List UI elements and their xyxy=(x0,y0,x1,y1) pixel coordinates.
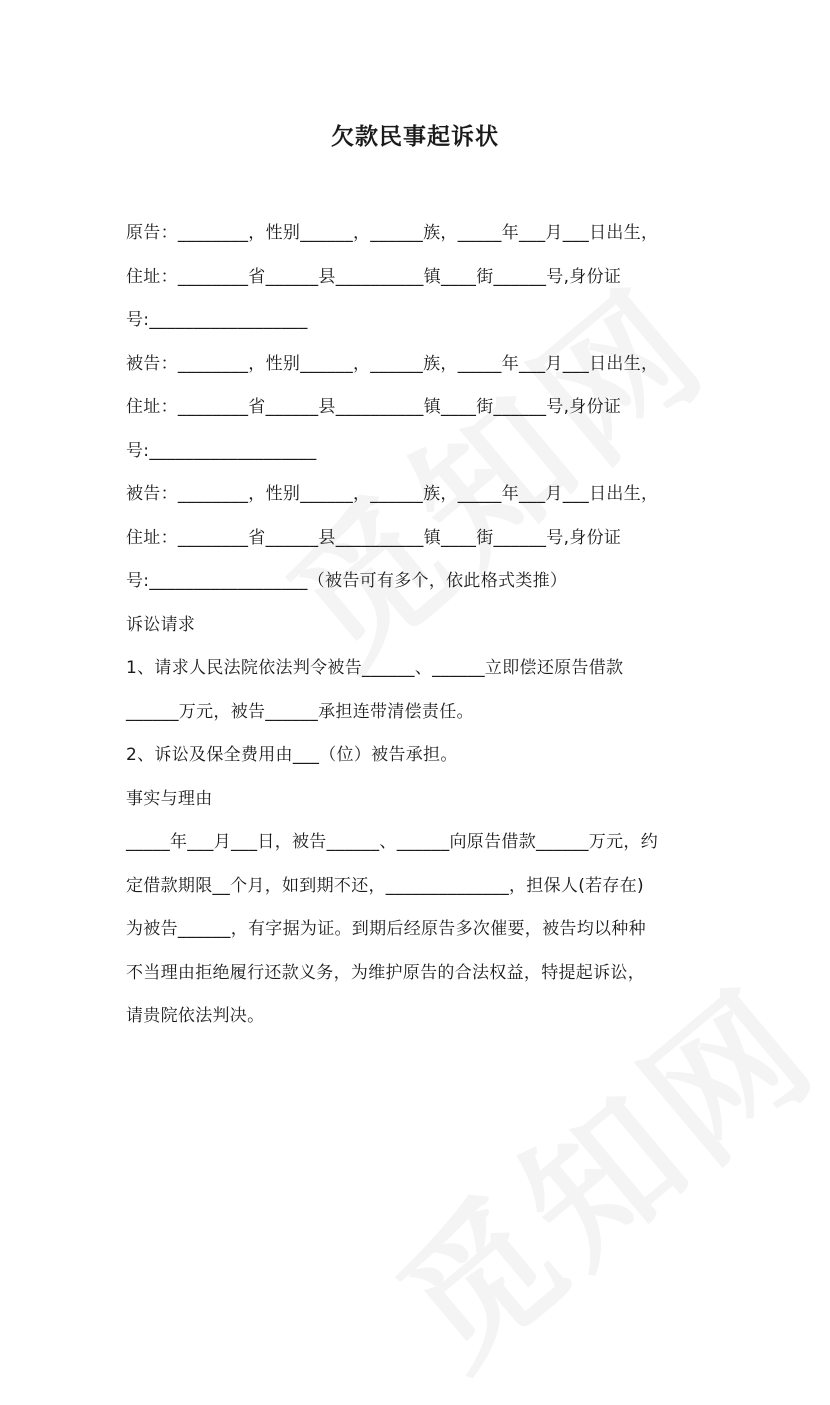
defendant1-id-line: 号:___________________ xyxy=(126,440,317,461)
facts-line: 不当理由拒绝履行还款义务，为维护原告的合法权益，特提起诉讼， xyxy=(126,962,645,983)
claim-2-line: 2、诉讼及保全费用由___（位）被告承担。 xyxy=(126,745,458,765)
document-body xyxy=(126,212,716,1039)
defendant2-id-line: 号:__________________（被告可有多个，依此格式类推） xyxy=(126,571,568,591)
plaintiff-address-line: 住址：________省______县__________镇____街______号,身份证 xyxy=(126,266,622,287)
defendant1-info-line: 被告：________，性别______，______族，_____年___月___日出生， xyxy=(126,353,659,374)
plaintiff-id-line: 号:__________________ xyxy=(126,310,308,330)
claim-1-line-cont: ______万元，被告______承担连带清偿责任。 xyxy=(126,701,474,722)
defendant2-info-line: 被告：________，性别______，______族，_____年___月___日出生， xyxy=(126,484,659,504)
facts-line: 请贵院依法判决。 xyxy=(126,1006,265,1026)
facts-heading: 事实与理由 xyxy=(126,788,213,809)
plaintiff-info-line: 原告：________，性别______，______族，_____年___月___日出生， xyxy=(126,223,659,243)
defendant1-address-line: 住址：________省______县__________镇____街______号,身份证 xyxy=(126,397,622,417)
facts-line: _____年___月___日，被告______、______向原告借款______万元，约 xyxy=(126,832,658,852)
facts-line: 为被告______，有字据为证。到期后经原告多次催要，被告均以种种 xyxy=(126,919,646,939)
document-title: 欠款民事起诉状 xyxy=(331,124,499,150)
defendant2-address-line: 住址：________省______县__________镇____街______号,身份证 xyxy=(126,527,622,548)
claim-1-line: 1、请求人民法院依法判令被告______、______立即偿还原告借款 xyxy=(126,658,624,678)
claims-heading: 诉讼请求 xyxy=(126,614,196,635)
facts-line: 定借款期限__个月，如到期不还，______________，担保人(若存在) xyxy=(126,875,644,896)
